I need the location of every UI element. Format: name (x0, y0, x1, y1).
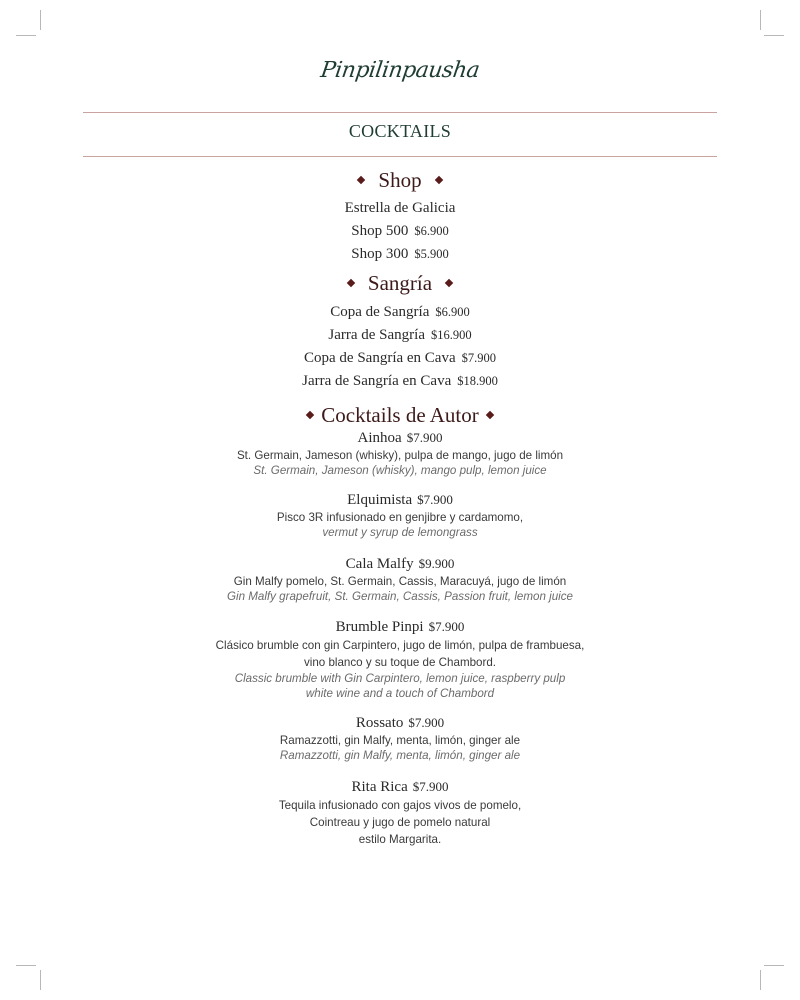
autor-list (0, 428, 800, 848)
drink-price: $7.900 (406, 430, 443, 445)
crop-mark (760, 10, 761, 30)
crop-mark (40, 970, 41, 990)
sangria-list (0, 301, 800, 393)
drink-name: Rossato (355, 715, 404, 731)
drink-translation: Ramazzotti, gin Malfy, menta, limón, ginger ale (279, 749, 521, 762)
drink-price: $7.900 (417, 492, 453, 507)
drink-header (0, 617, 800, 637)
drink-header (0, 428, 800, 448)
drink-description: St. Germain, Jameson (whisky), pulpa de mango, jugo de limón (236, 449, 564, 462)
diamond-icon (347, 279, 355, 287)
drink-price: $9.900 (418, 556, 455, 571)
diamond-icon (306, 411, 314, 419)
crop-mark (40, 10, 41, 30)
menu-item (0, 197, 800, 220)
drink-header (0, 554, 800, 574)
drink-description: Tequila infusionado con gajos vivos de pomelo, (278, 799, 522, 812)
brand-logo: Pinpilinpausha (319, 58, 481, 83)
item-name: Estrella de Galicia (344, 200, 456, 216)
drink-name: Elquimista (347, 492, 413, 508)
page-title: COCKTAILS (348, 121, 452, 141)
item-name: Shop 300 (351, 246, 409, 262)
drink-price: $7.900 (408, 715, 445, 730)
autor-section (0, 402, 800, 848)
item-price: $6.900 (414, 224, 449, 238)
diamond-icon (434, 176, 442, 184)
diamond-icon (357, 176, 365, 184)
drink-price: $7.900 (412, 779, 449, 794)
sangria-title: Sangría (367, 271, 433, 295)
drink-name: Ainhoa (357, 430, 402, 446)
item-name: Copa de Sangría en Cava (304, 350, 456, 366)
crop-mark (764, 965, 784, 966)
drink-description: Gin Malfy pomelo, St. Germain, Cassis, Maracuyá, jugo de limón (233, 575, 567, 588)
crop-mark (16, 35, 36, 36)
diamond-icon (485, 411, 493, 419)
autor-title: Cocktails de Autor (321, 403, 479, 427)
shop-title: Shop (378, 168, 422, 192)
autor-heading (0, 402, 800, 428)
menu-item (0, 301, 800, 324)
drink-name: Brumble Pinpi (335, 619, 424, 635)
drink-header (0, 490, 800, 510)
drink-item (0, 490, 800, 540)
sangria-heading (0, 270, 800, 296)
drink-translation: white wine and a touch of Chambord (305, 687, 495, 700)
drink-description: Ramazzotti, gin Malfy, menta, limón, ginger ale (279, 734, 521, 747)
item-price: $5.900 (414, 247, 449, 261)
shop-list (0, 197, 800, 266)
drink-description: Cointreau y jugo de pomelo natural (309, 816, 491, 829)
crop-mark (16, 965, 36, 966)
drink-description: vino blanco y su toque de Chambord. (303, 656, 497, 669)
drink-description: Clásico brumble con gin Carpintero, jugo de limón, pulpa de frambuesa, (215, 639, 585, 652)
drink-header (0, 777, 800, 797)
item-price: $16.900 (431, 328, 472, 342)
menu-item (0, 324, 800, 347)
drink-translation: St. Germain, Jameson (whisky), mango pulp, lemon juice (253, 464, 547, 477)
drink-translation: Gin Malfy grapefruit, St. Germain, Cassis, Passion fruit, lemon juice (226, 590, 573, 603)
menu-item (0, 220, 800, 243)
drink-translation: vermut y syrup de lemongrass (322, 526, 478, 539)
shop-heading (0, 167, 800, 193)
item-name: Jarra de Sangría (328, 327, 425, 343)
item-name: Copa de Sangría (330, 304, 430, 320)
drink-translation: Classic brumble with Gin Carpintero, lemon juice, raspberry pulp (234, 672, 566, 685)
diamond-icon (445, 279, 453, 287)
drink-name: Cala Malfy (345, 556, 414, 572)
drink-name: Rita Rica (351, 779, 408, 795)
drink-description: estilo Margarita. (358, 833, 442, 846)
divider-bottom (83, 156, 717, 157)
drink-item (0, 617, 800, 701)
item-price: $6.900 (435, 305, 470, 319)
shop-section (0, 167, 800, 266)
menu-item (0, 347, 800, 370)
drink-item (0, 713, 800, 763)
drink-item (0, 554, 800, 604)
item-price: $7.900 (461, 351, 496, 365)
item-price: $18.900 (457, 374, 498, 388)
crop-mark (764, 35, 784, 36)
drink-description: Pisco 3R infusionado en genjibre y cardamomo, (276, 511, 524, 524)
item-name: Jarra de Sangría en Cava (302, 373, 452, 389)
sangria-section (0, 270, 800, 393)
menu-item (0, 370, 800, 393)
drink-header (0, 713, 800, 733)
drink-price: $7.900 (428, 619, 465, 634)
drink-item (0, 428, 800, 478)
menu-item (0, 243, 800, 266)
crop-mark (760, 970, 761, 990)
drink-item (0, 777, 800, 848)
divider-top (83, 112, 717, 113)
item-name: Shop 500 (351, 223, 409, 239)
